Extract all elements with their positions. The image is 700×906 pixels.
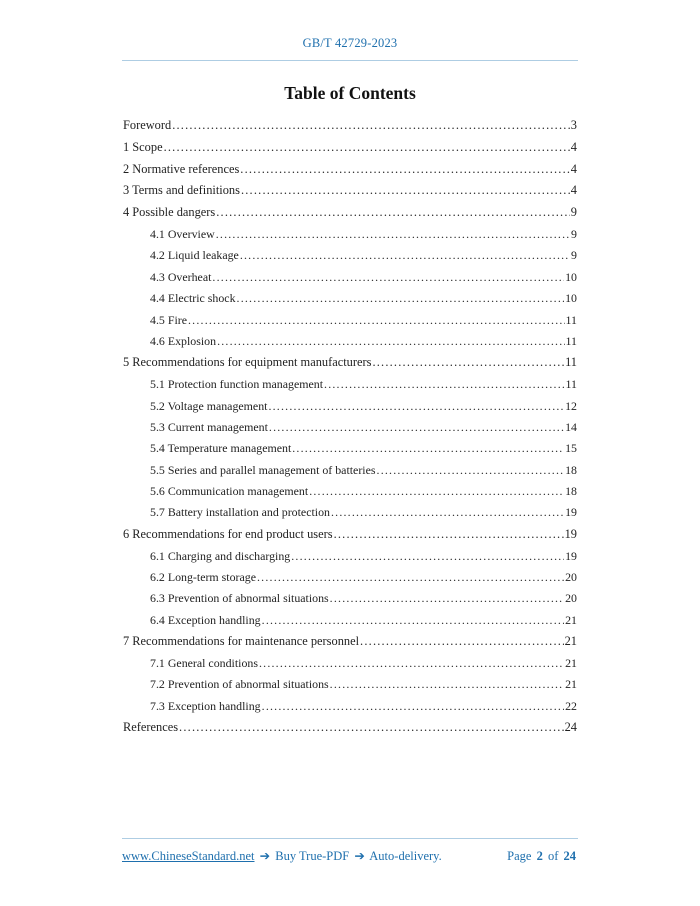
toc-entry-page: 18 — [565, 484, 577, 499]
toc-entry-label: 3 Terms and definitions — [123, 183, 240, 198]
toc-entry — [123, 527, 577, 549]
toc-entry-page: 21 — [565, 656, 577, 671]
toc-entry — [123, 377, 577, 398]
website-link[interactable]: www.ChineseStandard.net — [122, 849, 255, 863]
page-current-number: 2 — [536, 849, 543, 863]
toc-entry — [123, 591, 577, 612]
toc-entry — [123, 140, 577, 162]
toc-dot-leader — [172, 118, 570, 133]
toc-entry — [123, 183, 577, 205]
toc-entry-label: 7 Recommendations for maintenance personnel — [123, 634, 360, 649]
page-title: Table of Contents — [284, 83, 416, 103]
toc-entry — [123, 613, 577, 634]
toc-entry-label: 5.4 Temperature management — [150, 441, 292, 456]
toc-entry-page: 24 — [564, 720, 577, 735]
toc-dot-leader — [262, 699, 564, 714]
toc-entry — [123, 677, 577, 698]
toc-entry-page: 11 — [565, 377, 577, 392]
toc-entry-label: 2 Normative references — [123, 161, 240, 176]
toc-entry — [123, 441, 577, 462]
toc-dot-leader — [237, 291, 565, 306]
toc-dot-leader — [212, 270, 564, 285]
toc-dot-leader — [257, 570, 564, 585]
toc-dot-leader — [372, 355, 564, 370]
toc-entry-label: 4 Possible dangers — [123, 205, 216, 220]
toc-entry-label: 5.1 Protection function management — [150, 377, 324, 392]
toc-entry-page: 4 — [570, 139, 577, 154]
toc-entry-page: 19 — [564, 526, 577, 541]
page-indicator-of: of — [547, 849, 559, 863]
toc-entry-page: 21 — [565, 677, 577, 692]
toc-entry-label: 6.2 Long-term storage — [150, 570, 256, 585]
toc-entry-label: 4.4 Electric shock — [150, 291, 236, 306]
toc-entry — [123, 162, 577, 184]
toc-entry-label: 4.6 Explosion — [150, 333, 217, 348]
toc-entry — [123, 334, 577, 355]
toc-dot-leader — [262, 613, 564, 628]
toc-entry-page: 10 — [565, 269, 577, 284]
toc-dot-leader — [164, 140, 570, 155]
toc-entry-page: 11 — [565, 312, 577, 327]
toc-entry-label: 5.3 Current management — [150, 419, 268, 434]
toc-dot-leader — [334, 527, 564, 542]
toc-entry — [123, 399, 577, 420]
toc-entry-page: 10 — [565, 291, 577, 306]
toc-entry-label: Foreword — [123, 118, 172, 132]
toc-entry — [123, 720, 577, 742]
page-header — [0, 36, 700, 61]
toc-entry — [123, 205, 577, 227]
toc-dot-leader — [360, 634, 564, 649]
toc-entry-label: 6.1 Charging and discharging — [150, 548, 291, 563]
toc-entry — [123, 227, 577, 248]
toc-entry-label: 7.3 Exception handling — [150, 698, 261, 713]
toc-dot-leader — [240, 248, 570, 263]
page-footer — [0, 838, 700, 864]
toc-entry-page: 9 — [571, 226, 577, 241]
toc-entry-label: References — [123, 720, 179, 735]
toc-dot-leader — [269, 420, 564, 435]
toc-entry-label: 4.5 Fire — [150, 312, 187, 327]
toc-dot-leader — [259, 656, 564, 671]
toc-list — [123, 118, 577, 742]
standard-code: GB/T 42729-2023 — [302, 36, 398, 50]
toc-entry-page: 20 — [565, 591, 577, 606]
toc-dot-leader — [268, 399, 564, 414]
right-arrow-icon: ➔ — [259, 849, 271, 863]
toc-entry-label: 5 Recommendations for equipment manufacturers — [123, 355, 372, 370]
toc-entry-page: 4 — [570, 161, 577, 176]
toc-dot-leader — [330, 591, 564, 606]
toc-entry-page: 9 — [570, 205, 577, 220]
toc-entry-label: 1 Scope — [123, 139, 163, 154]
toc-dot-leader — [377, 463, 565, 478]
toc-dot-leader — [240, 162, 570, 177]
toc-entry-label: 5.5 Series and parallel management of batteries — [150, 462, 376, 477]
toc-entry — [123, 118, 577, 140]
toc-entry-page: 21 — [565, 612, 577, 627]
toc-entry — [123, 699, 577, 720]
toc-dot-leader — [179, 720, 564, 735]
toc-entry — [123, 270, 577, 291]
toc-dot-leader — [309, 484, 564, 499]
toc-entry-label: 4.3 Overheat — [150, 269, 212, 284]
toc-entry-page: 19 — [565, 548, 577, 563]
toc-entry-label: 6.4 Exception handling — [150, 612, 261, 627]
page-total-number: 24 — [563, 849, 576, 863]
page-indicator — [507, 849, 578, 864]
toc-entry-page: 14 — [565, 419, 577, 434]
footer-divider — [122, 838, 578, 839]
footer-buy-text: Buy True-PDF — [275, 849, 350, 863]
toc-entry-label: 7.1 General conditions — [150, 656, 258, 671]
toc-entry — [123, 355, 577, 377]
toc-entry-page: 4 — [570, 183, 577, 198]
toc-entry-label: 6.3 Prevention of abnormal situations — [150, 591, 329, 606]
toc-dot-leader — [331, 505, 564, 520]
toc-entry — [123, 313, 577, 334]
toc-entry-page: 9 — [571, 248, 577, 263]
toc-dot-leader — [241, 183, 570, 198]
page-indicator-label: Page — [507, 849, 532, 863]
toc-entry-label: 5.2 Voltage management — [150, 398, 268, 413]
footer-delivery-text: Auto-delivery. — [369, 849, 442, 863]
toc-entry — [123, 248, 577, 269]
right-arrow-icon: ➔ — [354, 849, 365, 863]
toc-dot-leader — [188, 313, 565, 328]
toc-entry-page: 11 — [565, 355, 577, 370]
toc-entry-label: 5.7 Battery installation and protection — [150, 505, 330, 520]
toc-entry — [123, 291, 577, 312]
toc-entry-page: 11 — [565, 333, 577, 348]
toc-entry — [123, 634, 577, 656]
toc-dot-leader — [291, 549, 564, 564]
toc-entry-label: 7.2 Prevention of abnormal situations — [150, 677, 329, 692]
toc-entry-page: 22 — [565, 698, 577, 713]
toc-dot-leader — [216, 227, 570, 242]
toc-entry-page: 18 — [565, 462, 577, 477]
toc-entry — [123, 549, 577, 570]
toc-entry-page: 21 — [564, 634, 577, 649]
toc-entry — [123, 505, 577, 526]
toc-dot-leader — [324, 377, 565, 392]
toc-entry — [123, 463, 577, 484]
toc-entry-page: 19 — [565, 505, 577, 520]
toc-entry — [123, 570, 577, 591]
toc-dot-leader — [217, 334, 564, 349]
toc-dot-leader — [292, 441, 564, 456]
toc-entry-page: 12 — [565, 398, 577, 413]
toc-entry-page: 15 — [565, 441, 577, 456]
toc-entry-label: 4.2 Liquid leakage — [150, 248, 239, 263]
header-divider — [122, 60, 578, 61]
footer-info — [122, 848, 442, 864]
toc-dot-leader — [330, 677, 564, 692]
toc-entry-page: 3 — [570, 118, 577, 132]
toc-entry-page: 20 — [565, 570, 577, 585]
toc-entry-label: 5.6 Communication management — [150, 484, 309, 499]
toc-entry — [123, 484, 577, 505]
toc-entry — [123, 656, 577, 677]
toc-dot-leader — [216, 205, 570, 220]
toc-entry-label: 6 Recommendations for end product users — [123, 526, 333, 541]
toc-entry-label: 4.1 Overview — [150, 226, 215, 241]
toc-entry — [123, 420, 577, 441]
